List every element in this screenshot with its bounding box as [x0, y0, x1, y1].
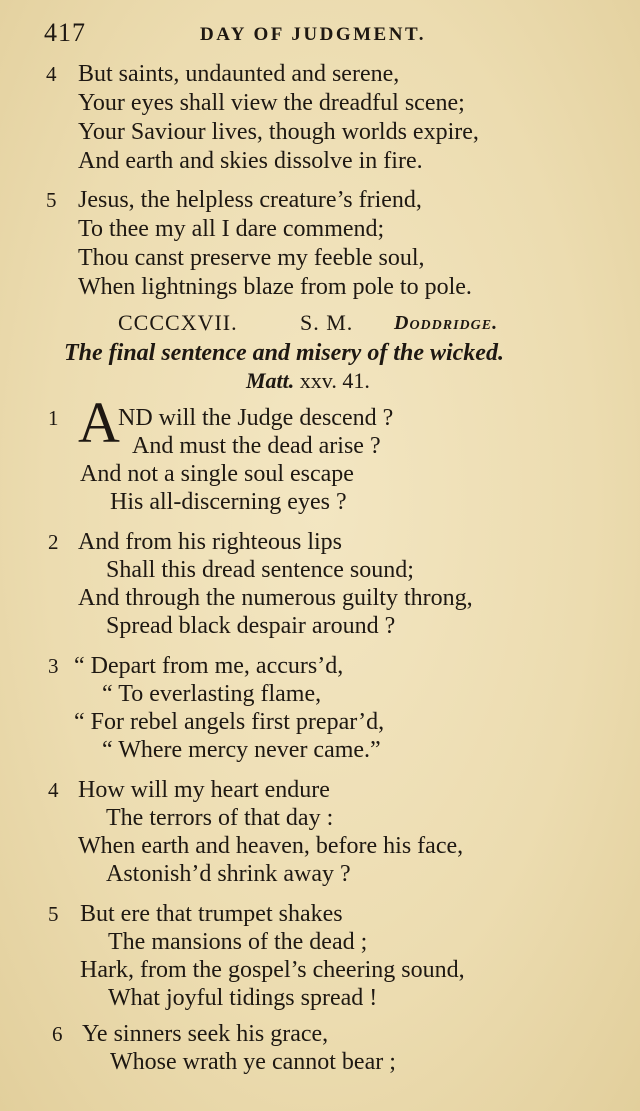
- verse-line: Hark, from the gospel’s cheering sound,: [80, 957, 465, 983]
- hymn-heading: [0, 310, 640, 340]
- verse-line: And from his righteous lips: [78, 529, 342, 555]
- verse-line: But ere that trumpet shakes: [80, 901, 343, 927]
- verse-line: Your Saviour lives, though worlds expire,: [78, 119, 479, 145]
- stanza-number: 6: [52, 1022, 63, 1046]
- stanza-number: 1: [48, 406, 59, 430]
- verse-line: “ Depart from me, accurs’d,: [74, 653, 344, 679]
- page-header: [44, 18, 464, 48]
- verse-line: “ For rebel angels first prepar’d,: [74, 709, 385, 735]
- stanza-number: 4: [48, 778, 59, 802]
- verse-line: Ye sinners seek his grace,: [82, 1021, 329, 1047]
- stanza-number: 4: [46, 62, 57, 86]
- hymn-subject: The final sentence and misery of the wicked.: [64, 340, 504, 366]
- verse-line: “ Where mercy never came.”: [102, 737, 381, 763]
- verse-line: His all-discerning eyes ?: [110, 489, 347, 515]
- verse-line: And through the numerous guilty throng,: [78, 585, 473, 611]
- verse-line: And earth and skies dissolve in fire.: [78, 148, 423, 174]
- stanza-number: 2: [48, 530, 59, 554]
- verse-line: When earth and heaven, before his face,: [78, 833, 464, 859]
- scripture-verse: xxv. 41.: [299, 368, 370, 393]
- scripture-reference: [246, 368, 370, 394]
- running-title: DAY OF JUDGMENT.: [200, 24, 426, 45]
- drop-cap: A: [78, 390, 120, 455]
- verse-line: How will my heart endure: [78, 777, 330, 803]
- verse-line: ND will the Judge descend ?: [118, 405, 394, 431]
- verse-line: Shall this dread sentence sound;: [106, 557, 414, 583]
- verse-line: Jesus, the helpless creature’s friend,: [78, 187, 422, 213]
- verse-line: Thou canst preserve my feeble soul,: [78, 245, 425, 271]
- hymn-meter: S. M.: [300, 310, 354, 335]
- page-number: 417: [44, 18, 86, 47]
- stanza-number: 3: [48, 654, 59, 678]
- verse-line: But saints, undaunted and serene,: [78, 61, 400, 87]
- verse-line: And must the dead arise ?: [132, 433, 381, 459]
- verse-line: Whose wrath ye cannot bear ;: [110, 1049, 396, 1075]
- stanza-number: 5: [46, 188, 57, 212]
- hymn-number: CCCCXVII.: [118, 310, 238, 335]
- verse-line: Spread black despair around ?: [106, 613, 396, 639]
- verse-line: What joyful tidings spread !: [108, 985, 378, 1011]
- scripture-book: Matt.: [246, 368, 295, 393]
- verse-line: And not a single soul escape: [80, 461, 354, 487]
- verse-line: Your eyes shall view the dreadful scene;: [78, 90, 465, 116]
- verse-line: The mansions of the dead ;: [108, 929, 368, 955]
- verse-line: “ To everlasting flame,: [102, 681, 322, 707]
- verse-line: The terrors of that day :: [106, 805, 334, 831]
- verse-line: Astonish’d shrink away ?: [106, 861, 351, 887]
- hymn-composer: Doddridge.: [394, 312, 499, 334]
- stanza-number: 5: [48, 902, 59, 926]
- verse-line: When lightnings blaze from pole to pole.: [78, 274, 472, 300]
- verse-line: To thee my all I dare commend;: [78, 216, 385, 242]
